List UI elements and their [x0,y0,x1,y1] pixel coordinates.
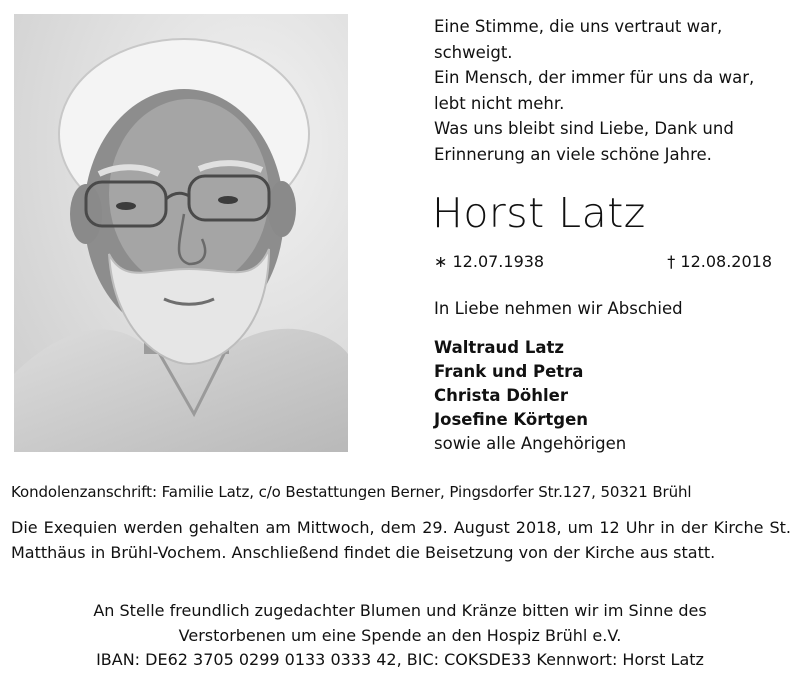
poem-line: Erinnerung an viele schöne Jahre. [434,144,712,164]
birth-date [434,251,544,273]
poem [434,14,794,167]
donation-request [0,599,800,673]
farewell-text: In Liebe nehmen wir Abschied [434,299,683,318]
deceased-name: Horst Latz [432,189,646,237]
mourner-name: Waltraud Latz [434,338,565,357]
donation-line: An Stelle freundlich zugedachter Blumen und Kränze bitten wir im Sinne des [93,601,707,620]
condolence-address: Kondolenzanschrift: Familie Latz, c/o Bestattungen Berner, Pingsdorfer Str.127, 50321 Brühl [11,483,692,501]
birth-date-value: 12.07.1938 [452,252,545,271]
poem-line: schweigt. [434,42,513,62]
mourners-closing: sowie alle Angehörigen [434,434,627,453]
mourner-name: Christa Döhler [434,386,568,405]
poem-line: Ein Mensch, der immer für uns da war, [434,68,755,87]
poem-line: Was uns bleibt sind Liebe, Dank und [434,119,734,138]
birth-star-icon: ∗ [434,252,448,271]
donation-line: Verstorbenen um eine Spende an den Hospiz Brühl e.V. [178,625,622,645]
portrait-illustration [14,14,348,452]
death-date-value: 12.08.2018 [680,252,772,271]
poem-line: lebt nicht mehr. [434,93,565,113]
portrait-photo [14,14,348,452]
death-date [667,251,772,273]
mourner-name: Frank und Petra [434,362,584,381]
poem-line: Eine Stimme, die uns vertraut war, [434,17,723,36]
service-info: Die Exequien werden gehalten am Mittwoch, dem 29. August 2018, um 12 Uhr in der Kirche St. Matthäus in Brühl-Vochem. Anschließend findet die Beisetzung von der Kirche aus statt. [11,518,791,562]
donation-line: IBAN: DE62 3705 0299 0133 0333 42, BIC: COKSDE33 Kennwort: Horst Latz [96,650,704,669]
mourner-name: Josefine Körtgen [434,410,589,429]
death-cross-icon: † [667,252,676,271]
mourners-list [434,336,626,456]
